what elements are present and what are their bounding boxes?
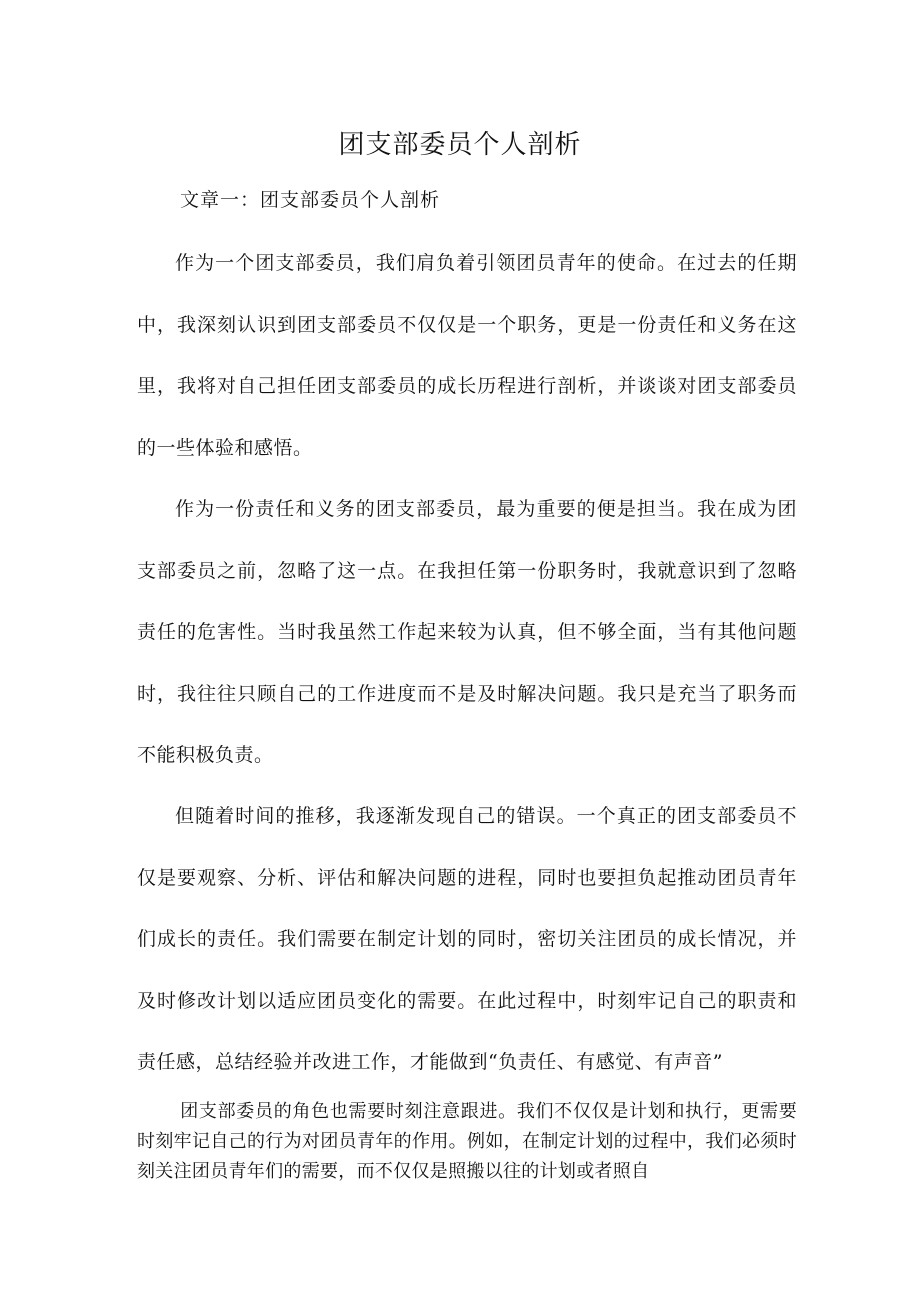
paragraph-block-4 — [137, 1097, 797, 1187]
paragraph-block-1 — [137, 233, 797, 479]
paragraph-1: 作为一个团支部委员，我们肩负着引领团员青年的使命。在过去的任期中，我深刻认识到团支部委员不仅仅是一个职务，更是一份责任和义务在这里，我将对自己担任团支部委员的成长历程进行剖析，并谈谈对团支部委员的一些体验和感悟。 — [137, 252, 797, 459]
paragraph-2: 作为一份责任和义务的团支部委员，最为重要的便是担当。我在成为团支部委员之前，忽略了这一点。在我担任第一份职务时，我就意识到了忽略责任的危害性。当时我虽然工作起来较为认真，但不够全面，当有其他问题时，我往往只顾自己的工作进度而不是及时解决问题。我只是充当了职务而不能积极负责。 — [137, 498, 797, 766]
paragraph-3: 但随着时间的推移，我逐渐发现自己的错误。一个真正的团支部委员不仅是要观察、分析、评估和解决问题的进程，同时也要担负起推动团员青年们成长的责任。我们需要在制定计划的同时，密切关注团员的成长情况，并及时修改计划以适应团员变化的需要。在此过程中，时刻牢记自己的职责和责任感，总结经验并改进工作，才能做到“负责任、有感觉、有声音” — [137, 805, 797, 1073]
document-subtitle: 文章一：团支部委员个人剖析 — [180, 189, 441, 211]
document-title: 团支部委员个人剖析 — [338, 130, 582, 160]
paragraph-block-3 — [137, 786, 797, 1094]
paragraph-block-2 — [137, 479, 797, 787]
paragraph-4: 团支部委员的角色也需要时刻注意跟进。我们不仅仅是计划和执行，更需要时刻牢记自己的行为对团员青年的作用。例如，在制定计划的过程中，我们必须时刻关注团员青年们的需要，而不仅仅是照搬以往的计划或者照自 — [137, 1101, 797, 1182]
